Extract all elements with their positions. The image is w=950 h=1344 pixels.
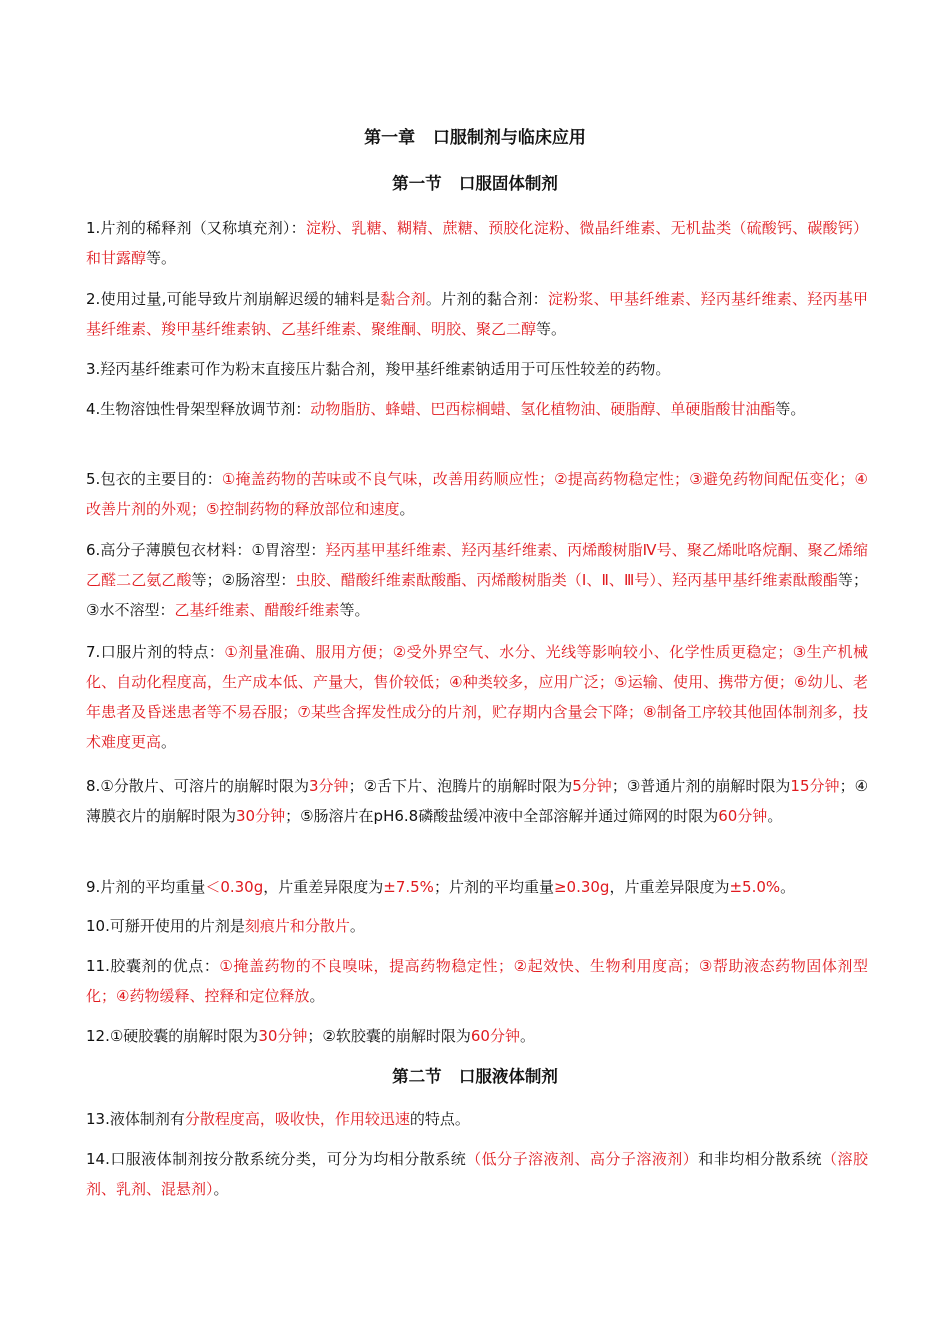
body-text: 等；②肠溶型： xyxy=(191,571,296,589)
body-text: 11.胶囊剂的优点： xyxy=(86,957,220,975)
highlighted-text: 30分钟 xyxy=(258,1027,308,1045)
highlighted-text: （溶胶剂、乳剂、混悬剂） xyxy=(86,1150,868,1198)
paragraph-12 xyxy=(86,1021,868,1051)
body-text: 。 xyxy=(349,917,365,935)
highlighted-text: 3分钟 xyxy=(308,777,349,795)
highlighted-text: 黏合剂 xyxy=(380,290,426,308)
paragraph-8 xyxy=(86,771,868,831)
paragraph-9 xyxy=(86,872,868,902)
highlighted-text: ①掩盖药物的不良嗅味，提高药物稳定性；②起效快、生物利用度高；③帮助液态药物固体剂型化；④药物缓释、控释和定位释放 xyxy=(86,957,868,1005)
body-text: 12.①硬胶囊的崩解时限为 xyxy=(86,1027,259,1045)
body-text: ；②舌下片、泡腾片的崩解时限为 xyxy=(348,777,573,795)
highlighted-text: ＜0.30g xyxy=(205,878,264,896)
body-text: 6.高分子薄膜包衣材料：①胃溶型： xyxy=(86,541,326,559)
paragraph-4 xyxy=(86,394,868,424)
body-text: 等。 xyxy=(536,320,567,338)
body-text: 9.片剂的平均重量 xyxy=(86,878,206,896)
body-text: ；⑤肠溶片在pH6.8磷酸盐缓冲液中全部溶解并通过筛网的时限为 xyxy=(285,807,719,825)
highlighted-text: 淀粉浆、甲基纤维素、羟丙基纤维素、羟丙基甲基纤维素、羧甲基纤维素钠、乙基纤维素、聚维酮、明胶、聚乙二醇 xyxy=(86,290,868,338)
body-text: 。 xyxy=(161,733,177,751)
highlighted-text: （低分子溶液剂、高分子溶液剂） xyxy=(466,1150,699,1168)
body-text: 7.口服片剂的特点： xyxy=(86,643,225,661)
section-title-2: 第二节 口服液体制剂 xyxy=(392,1067,558,1086)
highlighted-text: 5分钟 xyxy=(572,777,612,795)
highlighted-text: 分散程度高，吸收快，作用较迅速 xyxy=(184,1110,410,1128)
body-text: ；②软胶囊的崩解时限为 xyxy=(307,1027,471,1045)
highlighted-text: 动物脂肪、蜂蜡、巴西棕榈蜡、氢化植物油、硬脂醇、单硬脂酸甘油酯 xyxy=(310,400,776,418)
highlighted-text: ①剂量准确、服用方便；②受外界空气、水分、光线等影响较小、化学性质更稳定；③生产机械化、自动化程度高，生产成本低、产量大，售价较低；④种类较多，应用广泛；⑤运输、使用、携带方便；⑥幼儿、老年患者及昏迷患者等不易吞服；⑦某些含挥发性成分的片剂，贮存期内含量会下降；⑧制备工序较其他固体制剂多，技术难度更高 xyxy=(86,643,868,751)
body-text: 。 xyxy=(767,807,783,825)
paragraph-11 xyxy=(86,951,868,1011)
body-text: 13.液体制剂有 xyxy=(86,1110,185,1128)
highlighted-text: 30分钟 xyxy=(236,807,286,825)
body-text: 8.①分散片、可溶片的崩解时限为 xyxy=(86,777,309,795)
body-text: 1.片剂的稀释剂（又称填充剂）： xyxy=(86,219,306,237)
body-text: ；③普通片剂的崩解时限为 xyxy=(611,777,791,795)
body-text: 14.口服液体制剂按分散系统分类，可分为均相分散系统 xyxy=(86,1150,467,1168)
body-text: 10.可掰开使用的片剂是 xyxy=(86,917,245,935)
paragraph-3 xyxy=(86,354,868,384)
highlighted-text: ①掩盖药物的苦味或不良气味，改善用药顺应性；②提高药物稳定性；③避免药物间配伍变化；④改善片剂的外观；⑤控制药物的释放部位和速度 xyxy=(86,470,869,518)
body-text: 等。 xyxy=(339,601,370,619)
body-text: 4.生物溶蚀性骨架型释放调节剂： xyxy=(86,400,311,418)
paragraph-1 xyxy=(86,213,868,273)
body-text: 5.包衣的主要目的： xyxy=(86,470,222,488)
body-text: 。 xyxy=(399,500,415,518)
body-text: ，片重差异限度为 xyxy=(609,878,730,896)
body-text: 的特点。 xyxy=(409,1110,470,1128)
highlighted-text: 60分钟 xyxy=(718,807,768,825)
highlighted-text: 淀粉、乳糖、糊精、蔗糖、预胶化淀粉、微晶纤维素、无机盐类（硫酸钙、碳酸钙）和甘露醇 xyxy=(86,219,868,267)
paragraph-10 xyxy=(86,911,868,941)
body-text: 。片剂的黏合剂： xyxy=(425,290,548,308)
body-text: 等。 xyxy=(775,400,806,418)
paragraph-14 xyxy=(86,1144,868,1204)
highlighted-text: ±7.5% xyxy=(383,878,434,896)
body-text: 。 xyxy=(519,1027,535,1045)
paragraph-13 xyxy=(86,1104,868,1134)
chapter-title: 第一章 口服制剂与临床应用 xyxy=(364,128,586,148)
highlighted-text: 刻痕片和分散片 xyxy=(244,917,350,935)
paragraph-5 xyxy=(86,464,868,524)
body-text: 等；③水不溶型： xyxy=(86,571,868,619)
paragraph-6 xyxy=(86,535,868,625)
paragraph-2 xyxy=(86,284,868,344)
body-text: ，片重差异限度为 xyxy=(263,878,384,896)
highlighted-text: ≥0.30g xyxy=(553,878,610,896)
body-text: 2.使用过量,可能导致片剂崩解迟缓的辅料是 xyxy=(86,290,381,308)
body-text: 等。 xyxy=(146,249,177,267)
body-text: 3.羟丙基纤维素可作为粉末直接压片黏合剂，羧甲基纤维素钠适用于可压性较差的药物。 xyxy=(86,360,671,378)
body-text: ；片剂的平均重量 xyxy=(433,878,554,896)
body-text: 和非均相分散系统 xyxy=(698,1150,823,1168)
highlighted-text: 羟丙基甲基纤维素、羟丙基纤维素、丙烯酸树脂Ⅳ号、聚乙烯吡咯烷酮、聚乙烯缩乙醛二乙氨乙酸 xyxy=(86,541,868,589)
section-title-1: 第一节 口服固体制剂 xyxy=(392,174,558,193)
body-text: 。 xyxy=(780,878,796,896)
body-text: ；④薄膜衣片的崩解时限为 xyxy=(86,777,869,825)
highlighted-text: ±5.0% xyxy=(729,878,781,896)
body-text: 。 xyxy=(309,987,325,1005)
highlighted-text: 虫胶、醋酸纤维素酞酸酯、丙烯酸树脂类（Ⅰ、Ⅱ、Ⅲ号）、羟丙基甲基纤维素酞酸酯 xyxy=(295,571,838,589)
paragraph-7 xyxy=(86,637,868,757)
highlighted-text: 15分钟 xyxy=(790,777,840,795)
highlighted-text: 乙基纤维素、醋酸纤维素 xyxy=(174,601,340,619)
highlighted-text: 60分钟 xyxy=(470,1027,520,1045)
body-text: 。 xyxy=(213,1180,229,1198)
